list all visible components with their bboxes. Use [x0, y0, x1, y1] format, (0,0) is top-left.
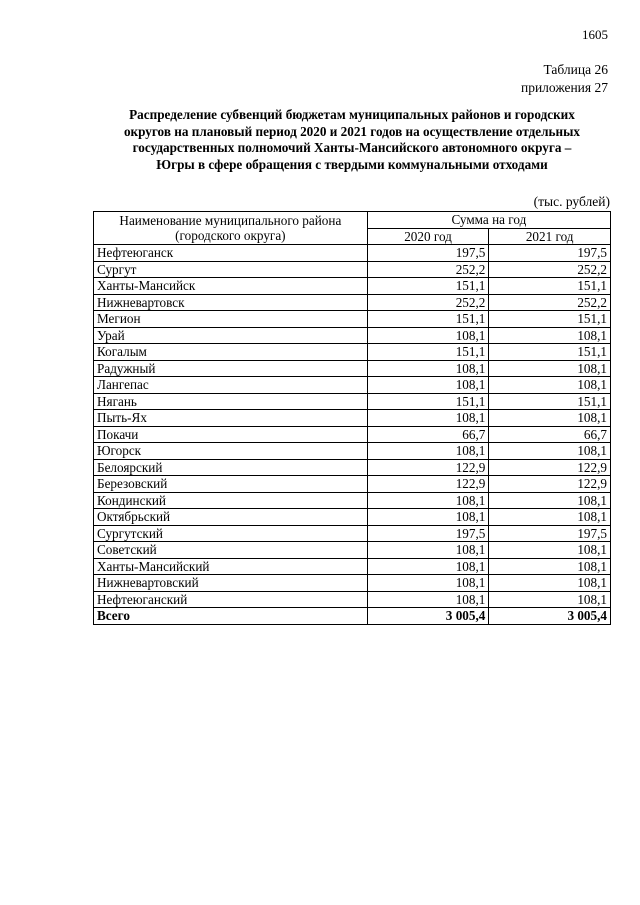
- table-row: [94, 542, 611, 559]
- amount-2020-cell: 108,1: [367, 360, 489, 377]
- municipality-cell: Сургутский: [94, 525, 368, 542]
- table-row: [94, 327, 611, 344]
- header-municipality-name-line-2: (городского округа): [175, 228, 286, 243]
- amount-2021-cell: 3 005,4: [489, 608, 611, 625]
- municipality-cell: Нижневартовский: [94, 575, 368, 592]
- amount-2020-cell: 108,1: [367, 558, 489, 575]
- document-title-line-2: округов на плановый период 2020 и 2021 годов на осуществление отдельных: [123, 123, 581, 139]
- municipality-cell: Урай: [94, 327, 368, 344]
- table-row: [94, 311, 611, 328]
- municipality-cell: Октябрьский: [94, 509, 368, 526]
- amount-2020-cell: 108,1: [367, 377, 489, 394]
- table-row: [94, 575, 611, 592]
- amount-2020-cell: 108,1: [367, 542, 489, 559]
- table-row: [94, 476, 611, 493]
- amount-2021-cell: 151,1: [489, 311, 611, 328]
- amount-2021-cell: 108,1: [489, 492, 611, 509]
- amount-2020-cell: 108,1: [367, 492, 489, 509]
- amount-2020-cell: 252,2: [367, 261, 489, 278]
- amount-2021-cell: 151,1: [489, 278, 611, 295]
- table-reference-line-1: Таблица 26: [543, 62, 608, 77]
- table-header: [94, 212, 611, 245]
- municipality-cell: Всего: [94, 608, 368, 625]
- amount-2021-cell: 108,1: [489, 591, 611, 608]
- table-row: [94, 393, 611, 410]
- municipality-cell: Лангепас: [94, 377, 368, 394]
- amount-2021-cell: 66,7: [489, 426, 611, 443]
- amount-2021-cell: 122,9: [489, 476, 611, 493]
- municipality-cell: Покачи: [94, 426, 368, 443]
- table-row: [94, 377, 611, 394]
- table-row: [94, 443, 611, 460]
- amount-2020-cell: 151,1: [367, 311, 489, 328]
- amount-2021-cell: 252,2: [489, 261, 611, 278]
- table-body: [94, 245, 611, 625]
- table-row: [94, 410, 611, 427]
- municipality-cell: Белоярский: [94, 459, 368, 476]
- amount-2021-cell: 197,5: [489, 245, 611, 262]
- table-reference: [521, 61, 608, 97]
- amount-2021-cell: 108,1: [489, 377, 611, 394]
- amount-2020-cell: 108,1: [367, 509, 489, 526]
- amount-2020-cell: 108,1: [367, 410, 489, 427]
- amount-2021-cell: 151,1: [489, 344, 611, 361]
- amount-2020-cell: 151,1: [367, 344, 489, 361]
- municipality-cell: Березовский: [94, 476, 368, 493]
- amount-2020-cell: 66,7: [367, 426, 489, 443]
- table-row: [94, 245, 611, 262]
- amount-2021-cell: 108,1: [489, 410, 611, 427]
- table-row: [94, 344, 611, 361]
- amount-2020-cell: 122,9: [367, 459, 489, 476]
- header-municipality-name: [94, 212, 368, 245]
- amount-2020-cell: 252,2: [367, 294, 489, 311]
- table-row: [94, 278, 611, 295]
- municipality-cell: Радужный: [94, 360, 368, 377]
- table-row: [94, 509, 611, 526]
- municipality-cell: Сургут: [94, 261, 368, 278]
- amount-2021-cell: 151,1: [489, 393, 611, 410]
- municipality-cell: Нягань: [94, 393, 368, 410]
- document-title-line-3: государственных полномочий Ханты-Мансийского автономного округа –: [132, 140, 572, 155]
- municipality-cell: Мегион: [94, 311, 368, 328]
- municipality-cell: Нефтеюганский: [94, 591, 368, 608]
- units-note: (тыс. рублей): [533, 194, 610, 209]
- header-year-2021: 2021 год: [489, 228, 611, 245]
- municipality-cell: Пыть-Ях: [94, 410, 368, 427]
- municipality-cell: Кондинский: [94, 492, 368, 509]
- amount-2021-cell: 252,2: [489, 294, 611, 311]
- subventions-table: [93, 211, 611, 625]
- amount-2020-cell: 151,1: [367, 278, 489, 295]
- header-year-2020: 2020 год: [367, 228, 489, 245]
- amount-2020-cell: 3 005,4: [367, 608, 489, 625]
- table-row: [94, 591, 611, 608]
- table-row: [94, 426, 611, 443]
- document-title-line-4: Югры в сфере обращения с твердыми коммунальными отходами: [156, 156, 548, 172]
- municipality-cell: Нижневартовск: [94, 294, 368, 311]
- amount-2020-cell: 108,1: [367, 591, 489, 608]
- table-row: [94, 459, 611, 476]
- table-row: [94, 558, 611, 575]
- municipality-cell: Ханты-Мансийский: [94, 558, 368, 575]
- page-number: 1605: [582, 27, 608, 42]
- amount-2020-cell: 197,5: [367, 525, 489, 542]
- amount-2020-cell: 151,1: [367, 393, 489, 410]
- header-municipality-name-line-1: Наименование муниципального района: [119, 212, 342, 228]
- amount-2021-cell: 108,1: [489, 542, 611, 559]
- amount-2020-cell: 108,1: [367, 327, 489, 344]
- document-title: [92, 107, 612, 173]
- municipality-cell: Нефтеюганск: [94, 245, 368, 262]
- amount-2021-cell: 108,1: [489, 327, 611, 344]
- amount-2021-cell: 108,1: [489, 509, 611, 526]
- municipality-cell: Ханты-Мансийск: [94, 278, 368, 295]
- amount-2021-cell: 197,5: [489, 525, 611, 542]
- table-row: [94, 294, 611, 311]
- amount-2021-cell: 108,1: [489, 558, 611, 575]
- amount-2020-cell: 108,1: [367, 575, 489, 592]
- amount-2020-cell: 197,5: [367, 245, 489, 262]
- table-row: [94, 525, 611, 542]
- municipality-cell: Когалым: [94, 344, 368, 361]
- amount-2021-cell: 108,1: [489, 443, 611, 460]
- municipality-cell: Югорск: [94, 443, 368, 460]
- table-reference-line-2: приложения 27: [520, 80, 608, 95]
- amount-2021-cell: 122,9: [489, 459, 611, 476]
- header-row: [94, 212, 611, 229]
- amount-2021-cell: 108,1: [489, 360, 611, 377]
- table-row: [94, 360, 611, 377]
- header-sum-per-year: Сумма на год: [367, 212, 610, 229]
- municipality-cell: Советский: [94, 542, 368, 559]
- total-row: [94, 608, 611, 625]
- table-row: [94, 492, 611, 509]
- document-title-line-1: Распределение субвенций бюджетам муниципальных районов и городских: [129, 107, 575, 122]
- amount-2021-cell: 108,1: [489, 575, 611, 592]
- amount-2020-cell: 122,9: [367, 476, 489, 493]
- table-row: [94, 261, 611, 278]
- amount-2020-cell: 108,1: [367, 443, 489, 460]
